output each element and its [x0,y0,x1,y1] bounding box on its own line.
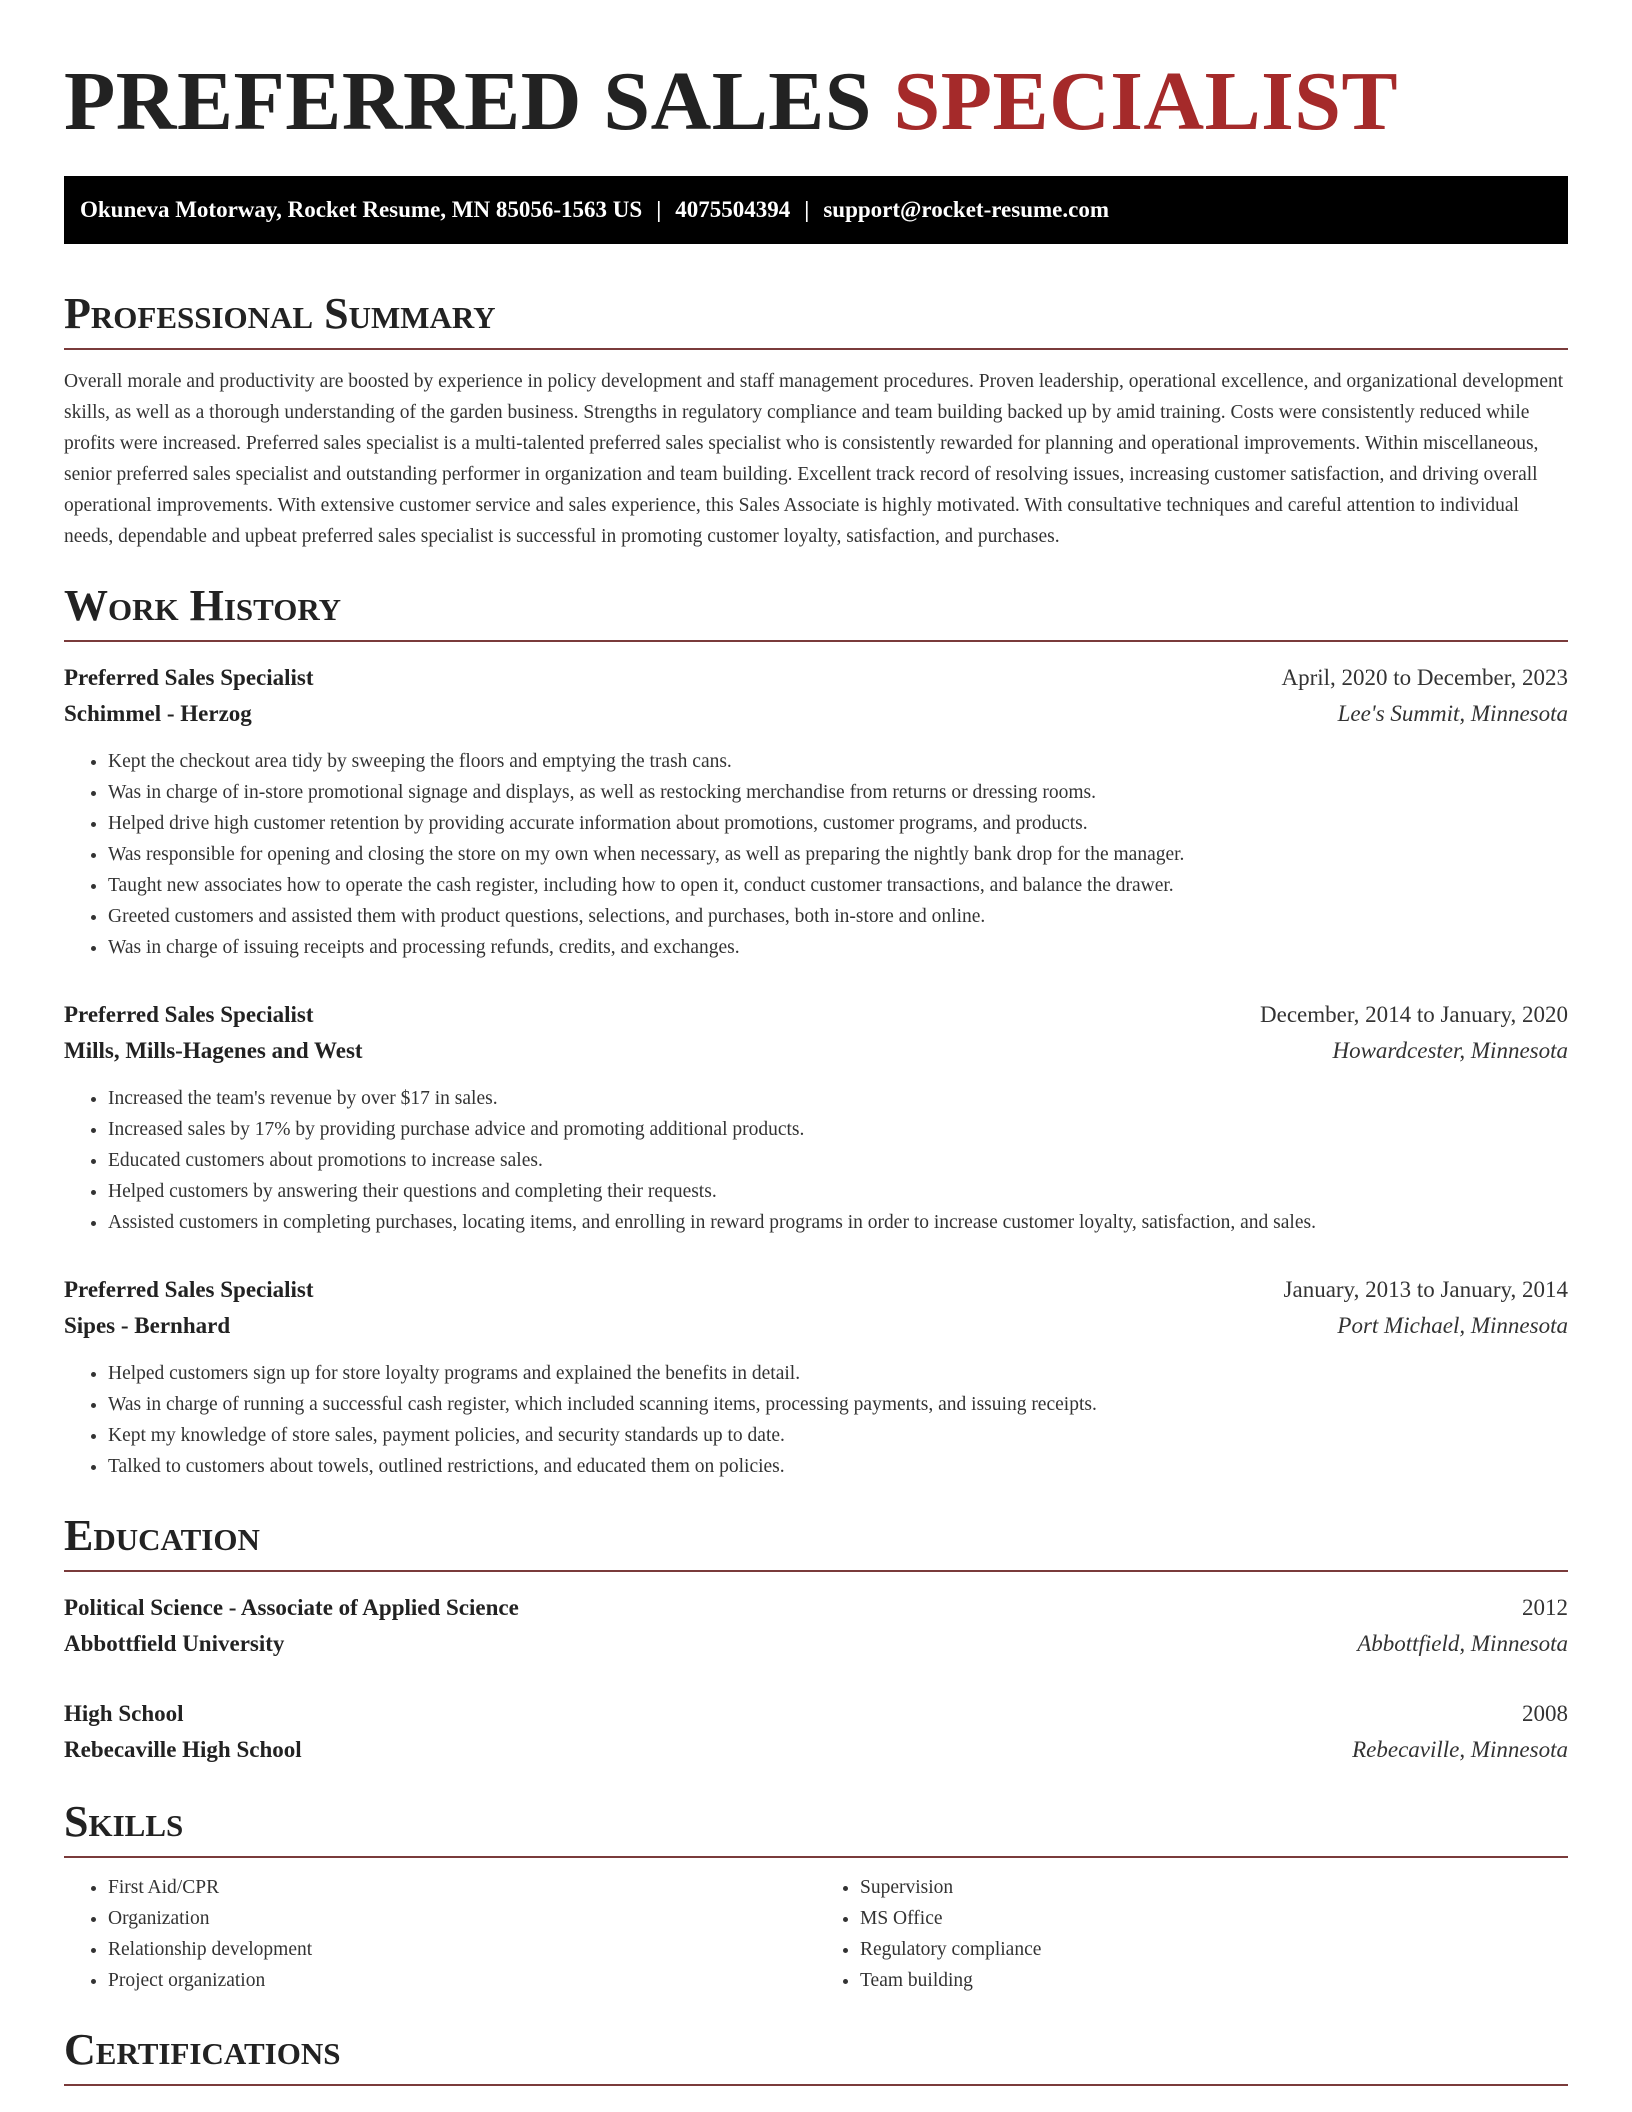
contact-phone: 4075504394 [675,197,791,222]
list-item: • Assisted customers in completing purchases, locating items, and enrolling in reward programs in order to increase customer loyalty, satisfaction, and sales. [108,1207,1568,1238]
job-bullets [64,1358,1568,1482]
education-degree-row [64,1696,1568,1732]
title-accent: SPECIALIST [893,55,1399,148]
job-header-row [64,660,1568,696]
section-heading-work-history: Work History [64,582,1568,642]
job-entry [64,1272,1568,1482]
job-company: Sipes - Bernhard [64,1313,231,1338]
job-entry [64,997,1568,1238]
skill-item: • Team building [860,1965,1568,1996]
list-item: • Increased the team's revenue by over $17 in sales. [108,1083,1568,1114]
list-item: • Was responsible for opening and closing the store on my own when necessary, as well as preparing the nightly bank drop for the manager. [108,839,1568,870]
skill-item: • MS Office [860,1903,1568,1934]
education-degree: High School [64,1701,184,1726]
contact-separator: | [656,197,662,222]
job-location: Port Michael, Minnesota [1337,1313,1568,1338]
list-item: • Helped customers sign up for store loyalty programs and explained the benefits in detail. [108,1358,1568,1389]
skills-column-left [64,1872,816,1996]
skills-column-right [816,1872,1568,1996]
list-item: • Kept the checkout area tidy by sweeping the floors and emptying the trash cans. [108,746,1568,777]
summary-text: Overall morale and productivity are boosted by experience in policy development and staff management procedures. Proven leadership, operational excellence, and organizational development skills, as well as a thorough understanding of the garden business. Strengths in regulatory compliance and team building backed up by amid training. Costs were consistently reduced while profits were increased. Preferred sales specialist is a multi-talented preferred sales specialist who is consistently rewarded for planning and operational improvements. Within miscellaneous, senior preferred sales specialist and outstanding performer in organization and team building. Excellent track record of resolving issues, increasing customer satisfaction, and driving overall operational improvements. With extensive customer service and sales experience, this Sales Associate is highly motivated. With consultative techniques and careful attention to individual needs, dependable and upbeat preferred sales specialist is successful in promoting customer loyalty, satisfaction, and purchases. [64,371,1564,547]
job-dates: April, 2020 to December, 2023 [1281,665,1568,690]
education-school-row [64,1732,1568,1768]
skill-item: • Relationship development [108,1934,816,1965]
job-title: Preferred Sales Specialist [64,665,314,690]
job-company-row [64,1308,1568,1344]
job-bullets [64,1083,1568,1238]
title-main: PREFERRED SALES [64,55,873,148]
list-item: • Was in charge of in-store promotional signage and displays, as well as restocking merchandise from returns or dressing rooms. [108,777,1568,808]
list-item: • Taught new associates how to operate the cash register, including how to open it, conduct customer transactions, and balance the drawer. [108,870,1568,901]
education-school: Abbottfield University [64,1631,285,1656]
list-item: • Helped customers by answering their questions and completing their requests. [108,1176,1568,1207]
education-degree: Political Science - Associate of Applied Science [64,1595,519,1620]
education-year: 2008 [1522,1701,1568,1726]
job-location: Howardcester, Minnesota [1332,1038,1568,1063]
job-company: Schimmel - Herzog [64,701,252,726]
education-school: Rebecaville High School [64,1737,302,1762]
section-heading-summary: Professional Summary [64,290,1568,350]
job-location: Lee's Summit, Minnesota [1337,701,1568,726]
list-item: • Educated customers about promotions to increase sales. [108,1145,1568,1176]
education-degree-row [64,1590,1568,1626]
contact-address: Okuneva Motorway, Rocket Resume, MN 85056-1563 US [80,197,643,222]
job-dates: December, 2014 to January, 2020 [1260,1002,1568,1027]
list-item: • Greeted customers and assisted them with product questions, selections, and purchases, both in-store and online. [108,901,1568,932]
contact-email: support@rocket-resume.com [823,197,1109,222]
job-company: Mills, Mills-Hagenes and West [64,1038,363,1063]
resume-title [64,56,1568,148]
list-item: • Kept my knowledge of store sales, payment policies, and security standards up to date. [108,1420,1568,1451]
section-heading-certifications: Certifications [64,2026,1568,2086]
job-header-row [64,997,1568,1033]
job-header-row [64,1272,1568,1308]
list-item: • Increased sales by 17% by providing purchase advice and promoting additional products. [108,1114,1568,1145]
skill-item: • Project organization [108,1965,816,1996]
list-item: • Was in charge of issuing receipts and processing refunds, credits, and exchanges. [108,932,1568,963]
job-entry [64,660,1568,963]
job-dates: January, 2013 to January, 2014 [1283,1277,1568,1302]
skill-item: • Supervision [860,1872,1568,1903]
education-entry [64,1696,1568,1768]
contact-separator: | [804,197,810,222]
list-item: • Was in charge of running a successful cash register, which included scanning items, processing payments, and issuing receipts. [108,1389,1568,1420]
education-entry [64,1590,1568,1662]
education-year: 2012 [1522,1595,1568,1620]
skill-item: • First Aid/CPR [108,1872,816,1903]
list-item: • Talked to customers about towels, outlined restrictions, and educated them on policies. [108,1451,1568,1482]
education-location: Rebecaville, Minnesota [1352,1737,1568,1762]
job-company-row [64,696,1568,732]
section-heading-education: Education [64,1512,1568,1572]
skill-item: • Organization [108,1903,816,1934]
education-school-row [64,1626,1568,1662]
skills-list [64,1872,1568,1996]
job-title: Preferred Sales Specialist [64,1002,314,1027]
job-company-row [64,1033,1568,1069]
education-location: Abbottfield, Minnesota [1357,1631,1568,1656]
section-heading-skills: Skills [64,1798,1568,1858]
skill-item: • Regulatory compliance [860,1934,1568,1965]
contact-bar [64,176,1568,244]
job-bullets [64,746,1568,963]
job-title: Preferred Sales Specialist [64,1277,314,1302]
list-item: • Helped drive high customer retention by providing accurate information about promotions, customer programs, and products. [108,808,1568,839]
